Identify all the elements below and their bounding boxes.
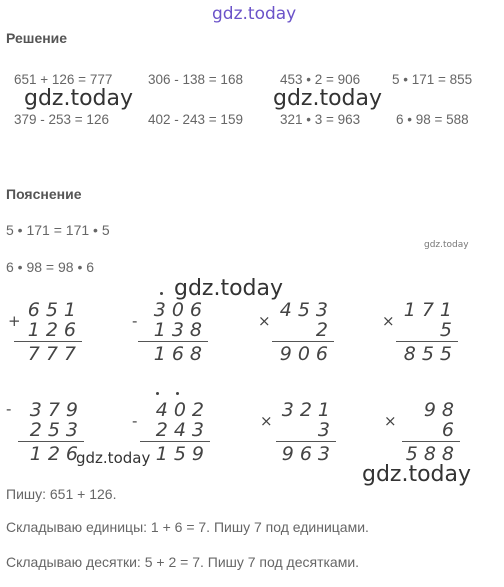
minus-sign: - xyxy=(6,400,12,418)
column-top: 651 xyxy=(27,299,82,321)
column-bottom: 126 xyxy=(27,319,82,341)
column-bottom: 5 xyxy=(439,319,458,341)
borrow-dot xyxy=(156,392,159,395)
column-result: 963 xyxy=(281,443,336,466)
solution-eq: 306 - 138 = 168 xyxy=(148,72,243,87)
column-calc-subtraction xyxy=(132,399,210,466)
borrow-dot xyxy=(176,392,179,395)
plus-sign: + xyxy=(8,312,21,330)
watermark: gdz.today xyxy=(362,462,472,487)
solution-eq: 321 • 3 = 963 xyxy=(280,112,361,127)
column-line xyxy=(396,341,458,342)
column-bottom: 3 xyxy=(317,419,336,441)
column-calc-multiplication xyxy=(382,299,458,366)
watermark: gdz.today xyxy=(273,86,383,111)
column-line xyxy=(272,341,334,342)
column-line xyxy=(402,441,460,442)
column-calc-multiplication xyxy=(260,399,336,466)
column-calc-subtraction xyxy=(132,299,208,366)
solution-heading: Решение xyxy=(6,30,68,46)
column-bottom: 253 xyxy=(29,419,84,441)
minus-sign: - xyxy=(132,312,138,330)
watermark: gdz.today xyxy=(174,276,284,301)
column-line xyxy=(138,341,208,342)
multiply-sign: × xyxy=(258,312,271,330)
explanation-line: 6 • 98 = 98 • 6 xyxy=(6,259,95,275)
column-top: 379 xyxy=(29,399,84,421)
column-calc-subtraction xyxy=(6,399,84,466)
column-result: 168 xyxy=(153,343,208,366)
column-bottom: 138 xyxy=(153,319,208,341)
borrow-dot xyxy=(160,292,163,295)
solution-eq: 651 + 126 = 777 xyxy=(14,72,113,87)
column-result: 126 xyxy=(29,443,84,466)
column-bottom: 2 xyxy=(315,319,334,341)
column-line xyxy=(140,441,210,442)
column-line xyxy=(18,441,84,442)
column-top: 171 xyxy=(403,299,458,321)
explanation-heading: Пояснение xyxy=(6,186,82,202)
column-calc-addition xyxy=(8,299,82,366)
column-top: 402 xyxy=(155,399,210,421)
text-line: Пишу: 651 + 126. xyxy=(6,486,117,502)
solution-eq: 379 - 253 = 126 xyxy=(14,112,109,127)
column-calc-multiplication xyxy=(384,399,460,466)
watermark: gdz.today xyxy=(24,86,134,111)
column-top: 453 xyxy=(279,299,334,321)
watermark: gdz.today xyxy=(424,240,469,250)
column-result: 777 xyxy=(27,343,82,366)
column-top: 306 xyxy=(153,299,208,321)
solution-eq: 5 • 171 = 855 xyxy=(392,72,473,87)
multiply-sign: × xyxy=(382,312,395,330)
column-result: 588 xyxy=(405,443,460,466)
solution-eq: 6 • 98 = 588 xyxy=(396,112,469,127)
watermark: gdz.today xyxy=(76,449,151,467)
column-bottom: 243 xyxy=(155,419,210,441)
minus-sign: - xyxy=(132,412,138,430)
column-calc-multiplication xyxy=(258,299,334,366)
column-result: 906 xyxy=(279,343,334,366)
column-line xyxy=(14,341,82,342)
solution-eq: 402 - 243 = 159 xyxy=(148,112,243,127)
column-top: 321 xyxy=(281,399,336,421)
multiply-sign: × xyxy=(260,412,273,430)
column-result: 855 xyxy=(403,343,458,366)
column-top: 98 xyxy=(423,399,460,421)
column-line xyxy=(276,441,336,442)
column-result: 159 xyxy=(155,443,210,466)
explanation-line: 5 • 171 = 171 • 5 xyxy=(6,222,110,238)
column-bottom: 6 xyxy=(441,419,460,441)
multiply-sign: × xyxy=(384,412,397,430)
watermark-top[interactable]: gdz.today xyxy=(212,4,297,24)
text-line: Складываю единицы: 1 + 6 = 7. Пишу 7 под единицами. xyxy=(6,519,369,535)
solution-eq: 453 • 2 = 906 xyxy=(280,72,361,87)
text-line: Складываю десятки: 5 + 2 = 7. Пишу 7 под десятками. xyxy=(6,554,360,570)
